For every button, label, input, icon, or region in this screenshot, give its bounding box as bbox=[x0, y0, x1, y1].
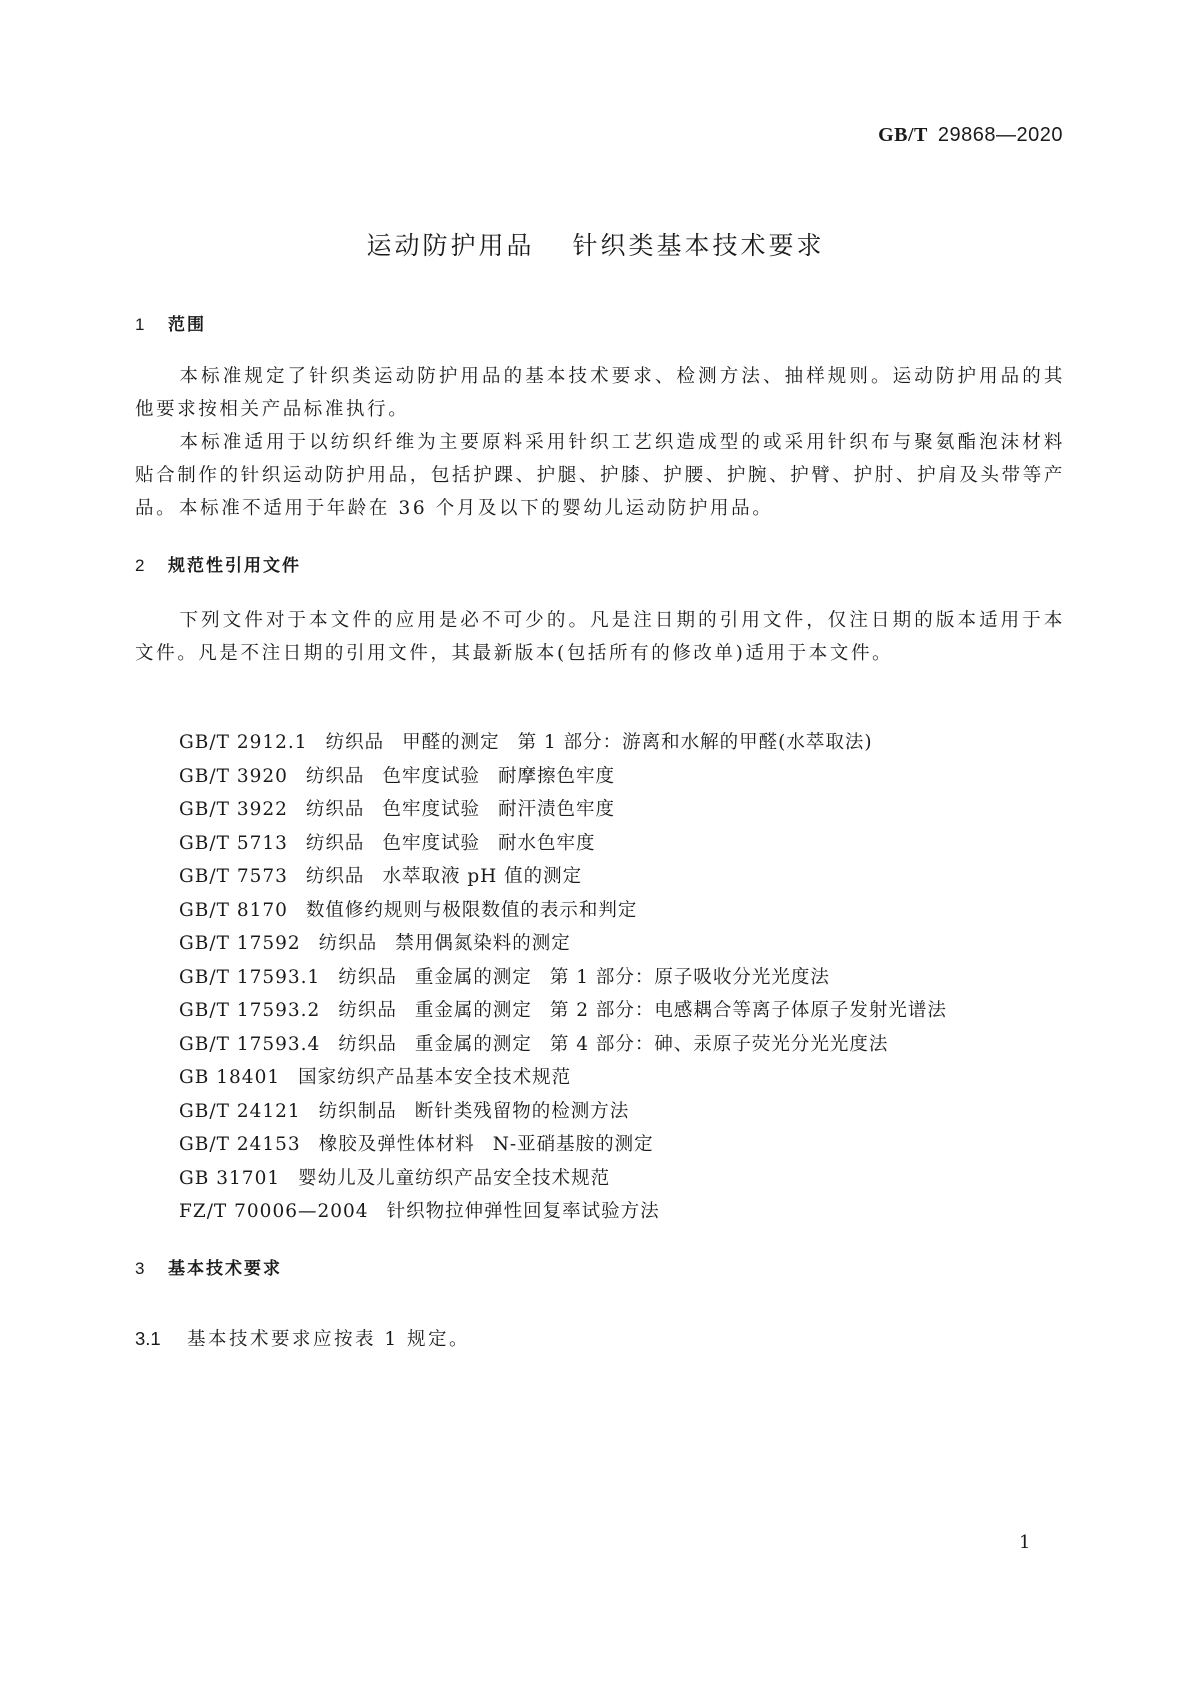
section-title: 基本技术要求 bbox=[168, 1259, 282, 1279]
scope-paragraph-3: 本标准不适用于年龄在 36 个月及以下的婴幼儿运动防护用品。 bbox=[179, 498, 774, 519]
section-title: 规范性引用文件 bbox=[168, 556, 301, 576]
reference-item: FZ/T 70006—2004 针织物拉伸弹性回复率试验方法 bbox=[179, 1201, 660, 1222]
reference-item: GB/T 17593.4 纺织品 重金属的测定 第 4 部分：砷、汞原子荧光分光光度法 bbox=[179, 1033, 889, 1055]
reference-item: GB/T 5713 纺织品 色牢度试验 耐水色牢度 bbox=[179, 832, 596, 854]
standard-number: 29868—2020 bbox=[937, 124, 1063, 146]
section-heading-2 bbox=[135, 551, 301, 576]
standard-prefix: GB/T bbox=[878, 124, 928, 146]
reference-item: GB/T 24153 橡胶及弹性体材料 N-亚硝基胺的测定 bbox=[179, 1134, 654, 1155]
section-number: 3 bbox=[135, 1259, 147, 1278]
reference-item: GB/T 3922 纺织品 色牢度试验 耐汗渍色牢度 bbox=[179, 799, 615, 820]
normative-references-intro: 下列文件对于本文件的应用是必不可少的。凡是注日期的引用文件，仅注日期的版本适用于本文件。凡是不注日期的引用文件，其最新版本(包括所有的修改单)适用于本文件。 bbox=[135, 610, 1065, 664]
section-number: 2 bbox=[135, 556, 147, 575]
reference-list bbox=[179, 726, 947, 1229]
reference-item: GB 18401 国家纺织产品基本安全技术规范 bbox=[179, 1067, 572, 1088]
scope-paragraph-2: 本标准适用于以纺织纤维为主要原料采用针织工艺织造成型的或采用针织布与聚氨酯泡沫材料贴合制作的针织运动防护用品，包括护踝、护腿、护膝、护腰、护腕、护臂、护肘、护肩及头带等产品。 bbox=[135, 432, 1065, 519]
reference-item: GB 31701 婴幼儿及儿童纺织产品安全技术规范 bbox=[179, 1167, 611, 1189]
clause-number: 3.1 bbox=[135, 1328, 161, 1349]
reference-item: GB/T 17592 纺织品 禁用偶氮染料的测定 bbox=[179, 933, 571, 954]
standard-code bbox=[878, 122, 1063, 147]
section-title: 范围 bbox=[168, 315, 206, 335]
reference-item: GB/T 8170 数值修约规则与极限数值的表示和判定 bbox=[179, 899, 638, 921]
reference-item: GB/T 2912.1 纺织品 甲醛的测定 第 1 部分：游离和水解的甲醛(水萃取法) bbox=[179, 732, 873, 753]
clause-3-1 bbox=[135, 1325, 470, 1351]
reference-item: GB/T 17593.1 纺织品 重金属的测定 第 1 部分：原子吸收分光光度法 bbox=[179, 966, 830, 988]
section-heading-3 bbox=[135, 1254, 282, 1279]
section-number: 1 bbox=[135, 315, 147, 334]
title-part-1: 运动防护用品 bbox=[366, 231, 535, 260]
reference-item: GB/T 7573 纺织品 水萃取液 pH 值的测定 bbox=[179, 866, 583, 887]
reference-item: GB/T 24121 纺织制品 断针类残留物的检测方法 bbox=[179, 1100, 630, 1122]
page-number: 1 bbox=[1019, 1532, 1031, 1553]
scope-paragraph-1: 本标准规定了针织类运动防护用品的基本技术要求、检测方法、抽样规则。运动防护用品的其他要求按相关产品标准执行。 bbox=[135, 366, 1065, 420]
document-title bbox=[0, 226, 1191, 262]
reference-item: GB/T 17593.2 纺织品 重金属的测定 第 2 部分：电感耦合等离子体原子发射光谱法 bbox=[179, 1000, 947, 1021]
reference-item: GB/T 3920 纺织品 色牢度试验 耐摩擦色牢度 bbox=[179, 765, 615, 787]
section-heading-1 bbox=[135, 310, 206, 335]
title-part-2: 针织类基本技术要求 bbox=[572, 231, 825, 260]
clause-text: 基本技术要求应按表 1 规定。 bbox=[187, 1329, 471, 1350]
